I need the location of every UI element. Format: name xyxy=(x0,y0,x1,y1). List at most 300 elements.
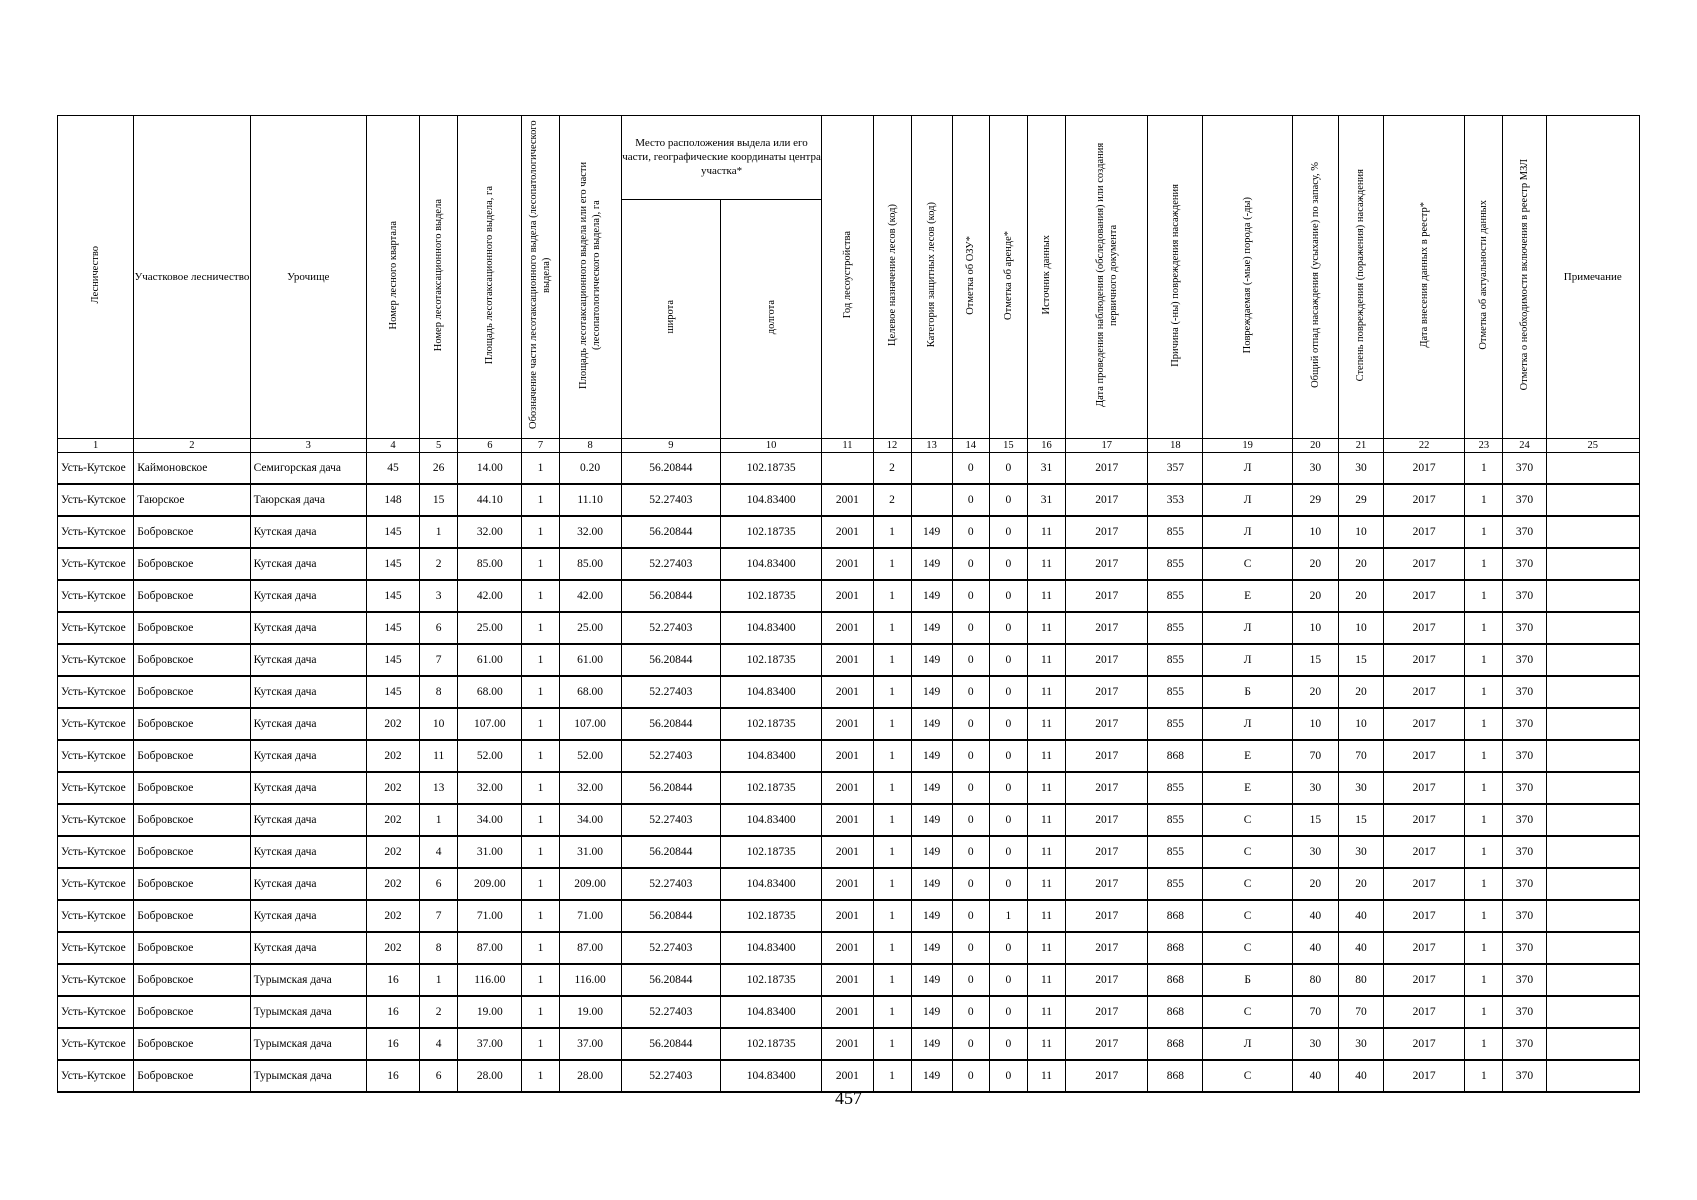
cell-col-13: 149 xyxy=(911,1060,952,1092)
cell-col-19: Б xyxy=(1203,676,1292,708)
cell-col-11: 2001 xyxy=(822,548,873,580)
cell-col-9: 56.20844 xyxy=(621,836,720,868)
cell-col-11: 2001 xyxy=(822,836,873,868)
cell-col-11: 2001 xyxy=(822,1060,873,1092)
cell-col-15: 0 xyxy=(989,548,1027,580)
cell-col-2: Бобровское xyxy=(134,580,250,612)
cell-col-9: 52.27403 xyxy=(621,740,720,772)
cell-col-5: 1 xyxy=(420,804,458,836)
column-number: 10 xyxy=(721,439,822,453)
cell-col-4: 202 xyxy=(366,772,419,804)
cell-col-12: 1 xyxy=(873,1028,911,1060)
cell-col-6: 34.00 xyxy=(458,804,522,836)
cell-col-13: 149 xyxy=(911,932,952,964)
cell-col-15: 0 xyxy=(989,708,1027,740)
cell-col-14: 0 xyxy=(952,676,989,708)
cell-col-2: Бобровское xyxy=(134,900,250,932)
cell-col-6: 107.00 xyxy=(458,708,522,740)
cell-col-21: 30 xyxy=(1338,453,1383,485)
column-number: 12 xyxy=(873,439,911,453)
cell-col-3: Кутская дача xyxy=(250,516,366,548)
cell-col-14: 0 xyxy=(952,804,989,836)
cell-col-15: 0 xyxy=(989,836,1027,868)
cell-col-25 xyxy=(1546,804,1639,836)
cell-col-14: 0 xyxy=(952,1060,989,1092)
cell-col-23: 1 xyxy=(1465,836,1503,868)
cell-col-7: 1 xyxy=(522,932,559,964)
cell-col-24: 370 xyxy=(1503,868,1546,900)
cell-col-19: С xyxy=(1203,932,1292,964)
cell-col-9: 52.27403 xyxy=(621,804,720,836)
cell-col-14: 0 xyxy=(952,836,989,868)
cell-col-18: 855 xyxy=(1148,676,1203,708)
cell-col-5: 1 xyxy=(420,516,458,548)
cell-col-21: 70 xyxy=(1338,740,1383,772)
cell-col-8: 42.00 xyxy=(559,580,621,612)
header-longitude: долгота xyxy=(721,199,822,438)
cell-col-21: 20 xyxy=(1338,580,1383,612)
cell-col-15: 0 xyxy=(989,580,1027,612)
cell-col-8: 209.00 xyxy=(559,868,621,900)
column-number: 20 xyxy=(1292,439,1338,453)
cell-col-20: 30 xyxy=(1292,836,1338,868)
cell-col-21: 20 xyxy=(1338,676,1383,708)
cell-col-20: 70 xyxy=(1292,996,1338,1028)
table-row xyxy=(58,484,1640,516)
table-row xyxy=(58,772,1640,804)
cell-col-23: 1 xyxy=(1465,932,1503,964)
cell-col-15: 0 xyxy=(989,964,1027,996)
cell-col-17: 2017 xyxy=(1066,964,1148,996)
cell-col-6: 209.00 xyxy=(458,868,522,900)
cell-col-12: 1 xyxy=(873,1060,911,1092)
cell-col-14: 0 xyxy=(952,900,989,932)
cell-col-4: 202 xyxy=(366,932,419,964)
cell-col-8: 32.00 xyxy=(559,772,621,804)
cell-col-4: 202 xyxy=(366,868,419,900)
cell-col-1: Усть-Кутское xyxy=(58,900,134,932)
cell-col-2: Бобровское xyxy=(134,804,250,836)
cell-col-18: 868 xyxy=(1148,1028,1203,1060)
column-number: 22 xyxy=(1384,439,1465,453)
cell-col-12: 1 xyxy=(873,740,911,772)
cell-col-2: Бобровское xyxy=(134,836,250,868)
header-lease-mark: Отметка об аренде* xyxy=(989,116,1027,439)
cell-col-24: 370 xyxy=(1503,932,1546,964)
cell-col-5: 7 xyxy=(420,644,458,676)
cell-col-20: 40 xyxy=(1292,932,1338,964)
cell-col-20: 10 xyxy=(1292,708,1338,740)
cell-col-25 xyxy=(1546,868,1639,900)
cell-col-7: 1 xyxy=(522,772,559,804)
column-number: 18 xyxy=(1148,439,1203,453)
cell-col-12: 1 xyxy=(873,612,911,644)
cell-col-17: 2017 xyxy=(1066,580,1148,612)
cell-col-10: 102.18735 xyxy=(721,708,822,740)
cell-col-2: Бобровское xyxy=(134,612,250,644)
cell-col-3: Турымская дача xyxy=(250,996,366,1028)
cell-col-16: 11 xyxy=(1027,836,1065,868)
cell-col-2: Бобровское xyxy=(134,548,250,580)
cell-col-25 xyxy=(1546,548,1639,580)
cell-col-3: Турымская дача xyxy=(250,964,366,996)
cell-col-10: 102.18735 xyxy=(721,836,822,868)
cell-col-5: 8 xyxy=(420,932,458,964)
cell-col-6: 116.00 xyxy=(458,964,522,996)
cell-col-22: 2017 xyxy=(1384,996,1465,1028)
table-row xyxy=(58,996,1640,1028)
cell-col-15: 0 xyxy=(989,1060,1027,1092)
cell-col-10: 102.18735 xyxy=(721,516,822,548)
cell-col-24: 370 xyxy=(1503,804,1546,836)
cell-col-19: Е xyxy=(1203,580,1292,612)
cell-col-9: 56.20844 xyxy=(621,453,720,485)
header-plot-area: Площадь лесотаксационного выдела, га xyxy=(458,116,522,439)
cell-col-22: 2017 xyxy=(1384,868,1465,900)
cell-col-14: 0 xyxy=(952,708,989,740)
cell-col-11: 2001 xyxy=(822,740,873,772)
cell-col-2: Бобровское xyxy=(134,932,250,964)
cell-col-9: 52.27403 xyxy=(621,932,720,964)
cell-col-6: 87.00 xyxy=(458,932,522,964)
header-plot-part: Обозначение части лесотаксационного выдела (лесопатологического выдела) xyxy=(522,116,559,439)
cell-col-24: 370 xyxy=(1503,484,1546,516)
cell-col-16: 11 xyxy=(1027,868,1065,900)
cell-col-16: 11 xyxy=(1027,1060,1065,1092)
cell-col-9: 56.20844 xyxy=(621,772,720,804)
cell-col-19: С xyxy=(1203,996,1292,1028)
cell-col-14: 0 xyxy=(952,484,989,516)
cell-col-8: 34.00 xyxy=(559,804,621,836)
cell-col-14: 0 xyxy=(952,580,989,612)
cell-col-3: Кутская дача xyxy=(250,580,366,612)
cell-col-12: 1 xyxy=(873,996,911,1028)
cell-col-19: Л xyxy=(1203,516,1292,548)
cell-col-7: 1 xyxy=(522,484,559,516)
cell-col-25 xyxy=(1546,1028,1639,1060)
cell-col-10: 102.18735 xyxy=(721,453,822,485)
cell-col-15: 0 xyxy=(989,1028,1027,1060)
cell-col-3: Кутская дача xyxy=(250,644,366,676)
cell-col-23: 1 xyxy=(1465,1060,1503,1092)
cell-col-4: 202 xyxy=(366,836,419,868)
cell-col-24: 370 xyxy=(1503,1028,1546,1060)
cell-col-5: 7 xyxy=(420,900,458,932)
cell-col-7: 1 xyxy=(522,516,559,548)
cell-col-8: 61.00 xyxy=(559,644,621,676)
column-number: 4 xyxy=(366,439,419,453)
cell-col-20: 15 xyxy=(1292,644,1338,676)
cell-col-19: Л xyxy=(1203,484,1292,516)
cell-col-18: 868 xyxy=(1148,900,1203,932)
cell-col-19: Л xyxy=(1203,612,1292,644)
cell-col-11: 2001 xyxy=(822,900,873,932)
cell-col-13 xyxy=(911,484,952,516)
cell-col-15: 0 xyxy=(989,740,1027,772)
cell-col-13: 149 xyxy=(911,964,952,996)
cell-col-25 xyxy=(1546,772,1639,804)
cell-col-22: 2017 xyxy=(1384,932,1465,964)
header-total-dieback: Общий отпад насаждения (усыхание) по запасу, % xyxy=(1292,116,1338,439)
cell-col-3: Кутская дача xyxy=(250,772,366,804)
cell-col-11: 2001 xyxy=(822,804,873,836)
cell-col-23: 1 xyxy=(1465,1028,1503,1060)
cell-col-18: 855 xyxy=(1148,548,1203,580)
cell-col-20: 70 xyxy=(1292,740,1338,772)
header-forestry: Лесничество xyxy=(58,116,134,439)
cell-col-13: 149 xyxy=(911,516,952,548)
header-ozu-mark: Отметка об ОЗУ* xyxy=(952,116,989,439)
cell-col-21: 70 xyxy=(1338,996,1383,1028)
cell-col-13: 149 xyxy=(911,548,952,580)
cell-col-20: 30 xyxy=(1292,1028,1338,1060)
cell-col-18: 868 xyxy=(1148,1060,1203,1092)
cell-col-13: 149 xyxy=(911,868,952,900)
cell-col-5: 2 xyxy=(420,996,458,1028)
cell-col-21: 40 xyxy=(1338,932,1383,964)
column-number: 13 xyxy=(911,439,952,453)
cell-col-21: 30 xyxy=(1338,1028,1383,1060)
cell-col-17: 2017 xyxy=(1066,484,1148,516)
cell-col-22: 2017 xyxy=(1384,708,1465,740)
header-protective-category: Категория защитных лесов (код) xyxy=(911,116,952,439)
cell-col-25 xyxy=(1546,453,1639,485)
cell-col-21: 30 xyxy=(1338,836,1383,868)
cell-col-19: С xyxy=(1203,804,1292,836)
cell-col-18: 868 xyxy=(1148,964,1203,996)
cell-col-15: 0 xyxy=(989,453,1027,485)
cell-col-17: 2017 xyxy=(1066,836,1148,868)
cell-col-16: 11 xyxy=(1027,932,1065,964)
cell-col-10: 104.83400 xyxy=(721,740,822,772)
cell-col-3: Кутская дача xyxy=(250,868,366,900)
cell-col-1: Усть-Кутское xyxy=(58,1060,134,1092)
cell-col-1: Усть-Кутское xyxy=(58,676,134,708)
cell-col-13: 149 xyxy=(911,1028,952,1060)
cell-col-1: Усть-Кутское xyxy=(58,836,134,868)
cell-col-6: 32.00 xyxy=(458,516,522,548)
cell-col-14: 0 xyxy=(952,612,989,644)
cell-col-8: 37.00 xyxy=(559,1028,621,1060)
table-row xyxy=(58,932,1640,964)
header-relevance-mark: Отметка об актуальности данных xyxy=(1465,116,1503,439)
cell-col-17: 2017 xyxy=(1066,612,1148,644)
table-row xyxy=(58,453,1640,485)
cell-col-11: 2001 xyxy=(822,932,873,964)
cell-col-22: 2017 xyxy=(1384,964,1465,996)
cell-col-21: 10 xyxy=(1338,612,1383,644)
cell-col-7: 1 xyxy=(522,836,559,868)
cell-col-25 xyxy=(1546,836,1639,868)
cell-col-15: 0 xyxy=(989,676,1027,708)
cell-col-14: 0 xyxy=(952,548,989,580)
cell-col-11 xyxy=(822,453,873,485)
cell-col-18: 855 xyxy=(1148,612,1203,644)
cell-col-11: 2001 xyxy=(822,516,873,548)
cell-col-23: 1 xyxy=(1465,644,1503,676)
cell-col-2: Бобровское xyxy=(134,772,250,804)
cell-col-9: 52.27403 xyxy=(621,1060,720,1092)
cell-col-20: 20 xyxy=(1292,580,1338,612)
cell-col-25 xyxy=(1546,612,1639,644)
header-mzl-mark: Отметка о необходимости включения в реестр МЗЛ xyxy=(1503,116,1546,439)
cell-col-1: Усть-Кутское xyxy=(58,580,134,612)
cell-col-1: Усть-Кутское xyxy=(58,548,134,580)
cell-col-21: 20 xyxy=(1338,548,1383,580)
table-row xyxy=(58,836,1640,868)
cell-col-11: 2001 xyxy=(822,644,873,676)
cell-col-15: 0 xyxy=(989,868,1027,900)
table-row xyxy=(58,580,1640,612)
cell-col-13: 149 xyxy=(911,804,952,836)
cell-col-13 xyxy=(911,453,952,485)
cell-col-18: 855 xyxy=(1148,868,1203,900)
cell-col-7: 1 xyxy=(522,644,559,676)
cell-col-17: 2017 xyxy=(1066,1060,1148,1092)
cell-col-2: Бобровское xyxy=(134,708,250,740)
cell-col-22: 2017 xyxy=(1384,1060,1465,1092)
cell-col-11: 2001 xyxy=(822,676,873,708)
cell-col-1: Усть-Кутское xyxy=(58,644,134,676)
cell-col-19: Л xyxy=(1203,1028,1292,1060)
cell-col-15: 0 xyxy=(989,516,1027,548)
cell-col-22: 2017 xyxy=(1384,580,1465,612)
cell-col-6: 31.00 xyxy=(458,836,522,868)
cell-col-21: 30 xyxy=(1338,772,1383,804)
cell-col-2: Бобровское xyxy=(134,644,250,676)
cell-col-4: 45 xyxy=(366,453,419,485)
column-number: 24 xyxy=(1503,439,1546,453)
cell-col-13: 149 xyxy=(911,900,952,932)
cell-col-3: Турымская дача xyxy=(250,1060,366,1092)
cell-col-5: 26 xyxy=(420,453,458,485)
cell-col-17: 2017 xyxy=(1066,676,1148,708)
cell-col-20: 10 xyxy=(1292,516,1338,548)
cell-col-21: 10 xyxy=(1338,708,1383,740)
cell-col-2: Бобровское xyxy=(134,1060,250,1092)
cell-col-6: 68.00 xyxy=(458,676,522,708)
cell-col-22: 2017 xyxy=(1384,804,1465,836)
cell-col-5: 8 xyxy=(420,676,458,708)
cell-col-19: С xyxy=(1203,836,1292,868)
cell-col-18: 855 xyxy=(1148,836,1203,868)
cell-col-16: 11 xyxy=(1027,772,1065,804)
cell-col-14: 0 xyxy=(952,964,989,996)
cell-col-24: 370 xyxy=(1503,676,1546,708)
cell-col-22: 2017 xyxy=(1384,772,1465,804)
cell-col-19: С xyxy=(1203,900,1292,932)
cell-col-23: 1 xyxy=(1465,964,1503,996)
cell-col-24: 370 xyxy=(1503,453,1546,485)
table-row xyxy=(58,1028,1640,1060)
cell-col-22: 2017 xyxy=(1384,612,1465,644)
cell-col-24: 370 xyxy=(1503,612,1546,644)
cell-col-14: 0 xyxy=(952,516,989,548)
cell-col-18: 855 xyxy=(1148,708,1203,740)
cell-col-9: 56.20844 xyxy=(621,580,720,612)
cell-col-25 xyxy=(1546,676,1639,708)
cell-col-5: 10 xyxy=(420,708,458,740)
cell-col-22: 2017 xyxy=(1384,1028,1465,1060)
cell-col-3: Кутская дача xyxy=(250,804,366,836)
cell-col-5: 11 xyxy=(420,740,458,772)
cell-col-4: 202 xyxy=(366,804,419,836)
cell-col-1: Усть-Кутское xyxy=(58,453,134,485)
header-observation-date: Дата проведения наблюдения (обследования) или создания первичного документа xyxy=(1066,116,1148,439)
header-damaged-species: Повреждаемая (-мые) порода (-ды) xyxy=(1203,116,1292,439)
cell-col-12: 1 xyxy=(873,868,911,900)
cell-col-19: Л xyxy=(1203,453,1292,485)
cell-col-5: 6 xyxy=(420,1060,458,1092)
cell-col-11: 2001 xyxy=(822,964,873,996)
cell-col-25 xyxy=(1546,996,1639,1028)
cell-col-10: 104.83400 xyxy=(721,996,822,1028)
cell-col-12: 1 xyxy=(873,804,911,836)
cell-col-22: 2017 xyxy=(1384,836,1465,868)
cell-col-13: 149 xyxy=(911,708,952,740)
cell-col-15: 0 xyxy=(989,804,1027,836)
cell-col-6: 52.00 xyxy=(458,740,522,772)
table-row xyxy=(58,740,1640,772)
cell-col-21: 15 xyxy=(1338,644,1383,676)
cell-col-3: Кутская дача xyxy=(250,548,366,580)
cell-col-10: 104.83400 xyxy=(721,484,822,516)
cell-col-23: 1 xyxy=(1465,548,1503,580)
cell-col-14: 0 xyxy=(952,1028,989,1060)
cell-col-23: 1 xyxy=(1465,900,1503,932)
cell-col-21: 20 xyxy=(1338,868,1383,900)
cell-col-2: Бобровское xyxy=(134,740,250,772)
cell-col-23: 1 xyxy=(1465,804,1503,836)
cell-col-15: 1 xyxy=(989,900,1027,932)
cell-col-16: 11 xyxy=(1027,612,1065,644)
header-damage-cause: Причина (-ны) повреждения насаждения xyxy=(1148,116,1203,439)
cell-col-1: Усть-Кутское xyxy=(58,708,134,740)
cell-col-1: Усть-Кутское xyxy=(58,612,134,644)
cell-col-15: 0 xyxy=(989,612,1027,644)
cell-col-12: 1 xyxy=(873,932,911,964)
cell-col-23: 1 xyxy=(1465,516,1503,548)
cell-col-18: 868 xyxy=(1148,740,1203,772)
cell-col-16: 11 xyxy=(1027,644,1065,676)
cell-col-3: Кутская дача xyxy=(250,676,366,708)
cell-col-22: 2017 xyxy=(1384,740,1465,772)
column-number: 2 xyxy=(134,439,250,453)
cell-col-8: 25.00 xyxy=(559,612,621,644)
cell-col-4: 16 xyxy=(366,964,419,996)
cell-col-22: 2017 xyxy=(1384,548,1465,580)
cell-col-25 xyxy=(1546,516,1639,548)
cell-col-2: Бобровское xyxy=(134,996,250,1028)
cell-col-7: 1 xyxy=(522,548,559,580)
cell-col-24: 370 xyxy=(1503,548,1546,580)
column-number: 5 xyxy=(420,439,458,453)
cell-col-24: 370 xyxy=(1503,836,1546,868)
cell-col-8: 31.00 xyxy=(559,836,621,868)
cell-col-23: 1 xyxy=(1465,740,1503,772)
header-note: Примечание xyxy=(1546,116,1639,439)
cell-col-16: 11 xyxy=(1027,676,1065,708)
cell-col-10: 102.18735 xyxy=(721,644,822,676)
cell-col-1: Усть-Кутское xyxy=(58,932,134,964)
cell-col-6: 44.10 xyxy=(458,484,522,516)
cell-col-25 xyxy=(1546,708,1639,740)
cell-col-2: Каймоновское xyxy=(134,453,250,485)
cell-col-1: Усть-Кутское xyxy=(58,868,134,900)
cell-col-13: 149 xyxy=(911,996,952,1028)
cell-col-10: 104.83400 xyxy=(721,868,822,900)
column-number: 3 xyxy=(250,439,366,453)
